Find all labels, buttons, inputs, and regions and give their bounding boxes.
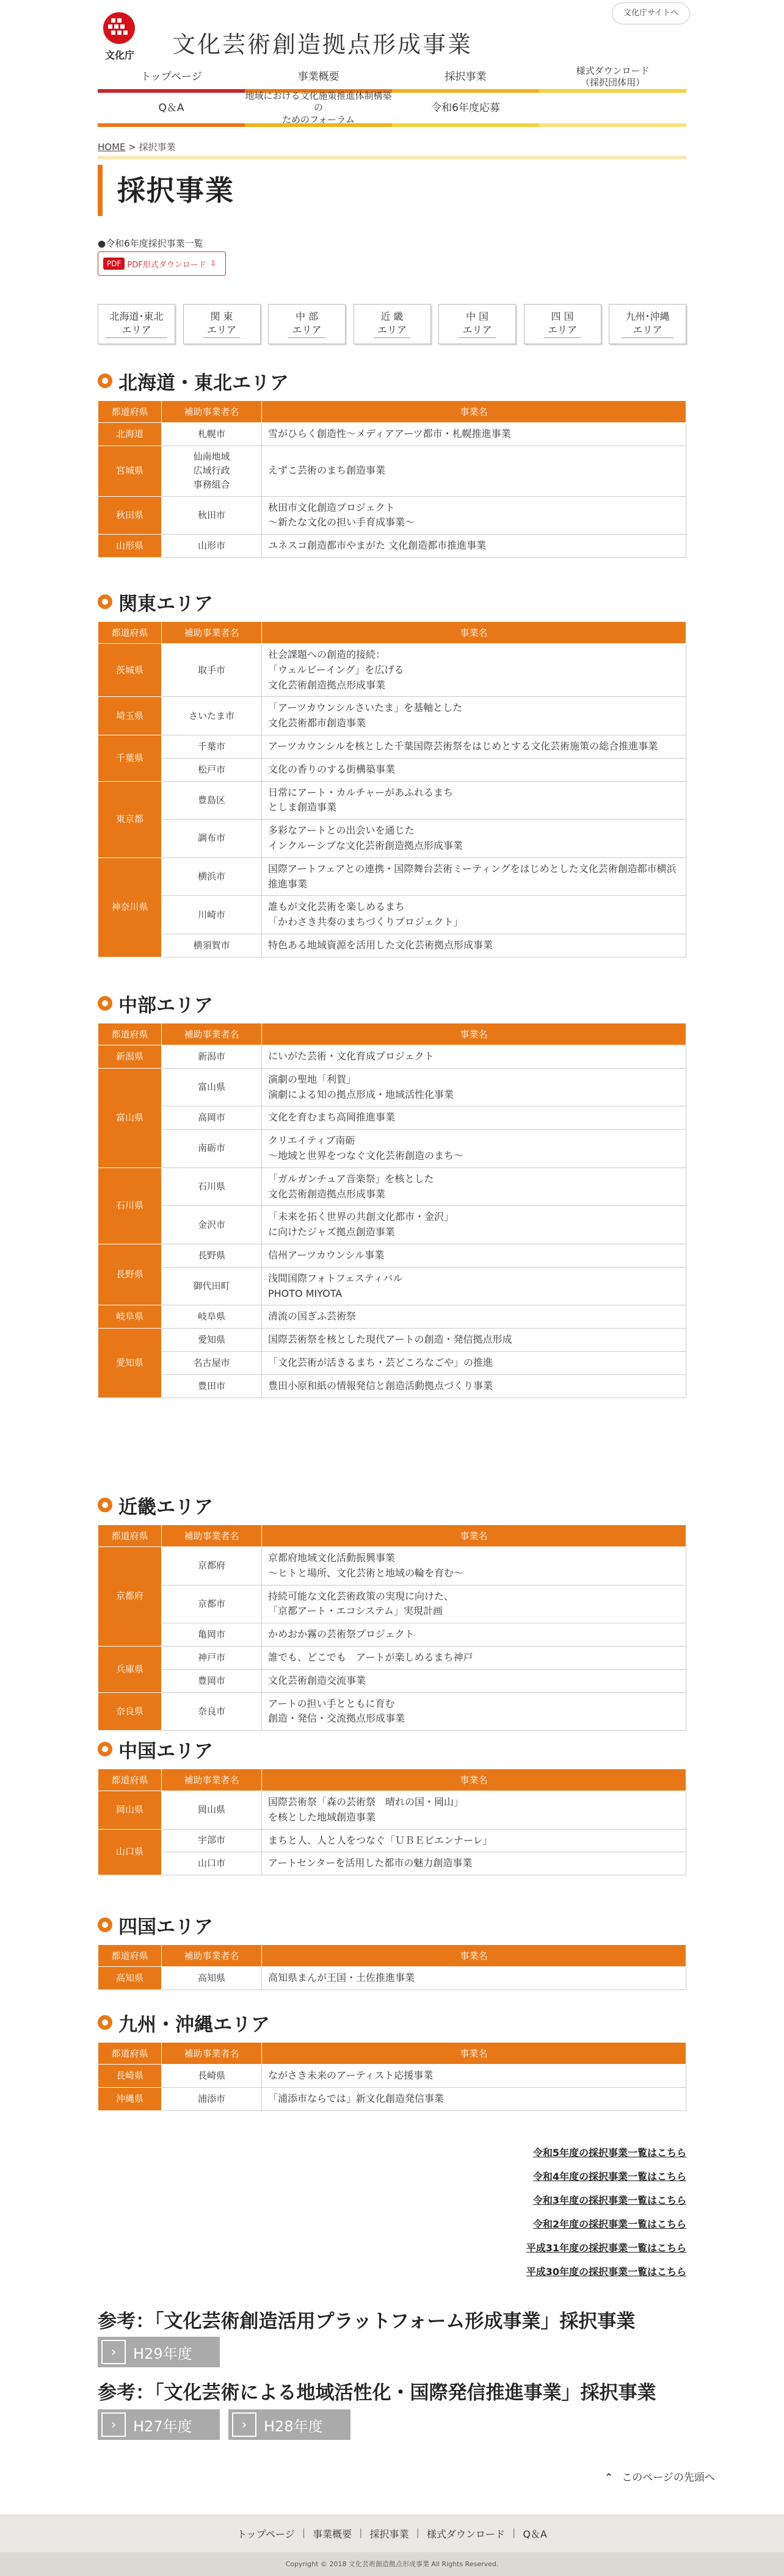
body-cell: 奈良市 [162,1692,262,1731]
area-button-2[interactable] [268,304,346,344]
footer-link[interactable]: 様式ダウンロード [426,2528,505,2540]
project-cell: 文化の香りのする街構築事業 [262,758,686,781]
body-cell: 富山県 [162,1068,262,1106]
prefecture-cell: 神奈川県 [98,857,162,957]
table-row [98,446,686,496]
bunkacho-logo[interactable] [98,11,140,60]
table-row [98,1829,686,1852]
project-cell: 国際芸術祭を核とした現代アートの創造・発信拠点形成 [262,1329,686,1352]
prefecture-cell: 北海道 [98,423,162,446]
year-button[interactable] [98,2409,220,2440]
table-row [98,820,686,858]
ref1-buttons [98,2337,220,2367]
table-header-row [98,401,686,423]
past-year-link[interactable]: 令和5年度の採択事業一覧はこちら [532,2147,686,2159]
project-cell: 信州アーツカウンシル事業 [262,1244,686,1267]
table-row [98,1305,686,1329]
breadcrumb [98,140,176,153]
circle-bullet-icon [98,1742,112,1756]
project-cell: えずこ芸術のまち創造事業 [262,446,686,496]
area-section-3 [98,1490,686,1731]
project-cell: 「アーツカウンシルさいたま」を基軸とした 文化芸術都市創造事業 [262,697,686,735]
area-button-label [288,310,325,338]
prefecture-cell: 兵庫県 [98,1646,162,1692]
area-name: 関 東 [210,310,233,322]
project-cell: クリエイティブ南砺 〜地域と世界をつなぐ文化芸術創造のまち〜 [262,1130,686,1168]
body-cell: 神戸市 [162,1646,262,1669]
area-nav [98,304,686,344]
download-label: ●令和6年度採択事業一覧 [98,238,203,249]
table-row [98,934,686,957]
page-top-link[interactable] [604,2469,715,2484]
table-row [98,1791,686,1830]
body-cell: 仙南地域 広域行政 事務組合 [162,446,262,496]
prefecture-cell: 東京都 [98,781,162,857]
prefecture-cell: 岐阜県 [98,1305,162,1329]
table-row [98,1167,686,1206]
header-project: 事業名 [262,1023,686,1045]
table-header-row [98,1945,686,1967]
project-cell: まちと人、人と人をつなぐ「ＵＢＥビエンナーレ」 [262,1829,686,1852]
prefecture-cell: 京都府 [98,1547,162,1647]
body-cell: 千葉市 [162,735,262,758]
project-cell: 「ガルガンチュア音楽祭」を核とした 文化芸術創造拠点形成事業 [262,1167,686,1206]
project-cell: 国際アートフェアとの連携・国際舞台芸術ミーティングをはじめとした文化芸術創造都市横浜推進事業 [262,857,686,896]
download-icon: ⇩ [209,259,217,269]
body-cell: 名古屋市 [162,1351,262,1374]
table-row [98,1692,686,1731]
table-row [98,896,686,934]
section-title-text: 中部エリア [118,994,213,1017]
area-suffix: エリア [377,323,407,336]
body-cell: 横須賀市 [162,934,262,957]
project-cell: ながさき未来のアーティスト応援事業 [262,2065,686,2088]
header-body: 補助事業者名 [162,622,262,644]
prefecture-cell: 奈良県 [98,1692,162,1731]
table-row [98,2087,686,2110]
body-cell: 高知県 [162,1967,262,1990]
section-title [98,366,686,395]
project-cell: 特色ある地域資源を活用した文化芸術拠点形成事業 [262,934,686,957]
footer-link[interactable]: 採択事業 [369,2528,409,2540]
page-title: 採択事業 [98,165,234,216]
project-cell: 「浦添市ならでは」新文化創造発信事業 [262,2087,686,2110]
past-year-link[interactable]: 令和3年度の採択事業一覧はこちら [532,2195,686,2206]
table-header-row [98,1023,686,1045]
year-button-label: H27年度 [133,2417,192,2435]
body-cell: 山形市 [162,535,262,558]
table-row [98,1206,686,1244]
body-cell: 新潟市 [162,1045,262,1069]
prefecture-cell: 愛知県 [98,1329,162,1398]
area-name: 九州･沖縄 [625,310,670,322]
table-header-row [98,1525,686,1547]
body-cell: 豊岡市 [162,1669,262,1692]
body-cell: 調布市 [162,820,262,858]
area-button-4[interactable] [438,304,516,344]
pdf-icon: PDF [103,258,125,270]
site-footer [0,2514,784,2576]
prefecture-cell: 山形県 [98,535,162,558]
breadcrumb-home[interactable]: HOME [98,142,126,153]
nav-qa[interactable]: Q＆A [98,93,245,127]
prefecture-cell: 秋田県 [98,496,162,535]
project-cell: 秋田市文化創造プロジェクト 〜新たな文化の担い手育成事業〜 [262,496,686,535]
area-button-3[interactable] [354,304,431,344]
header-body: 補助事業者名 [162,1525,262,1547]
section-title [98,587,686,616]
ref1-title: 参考：「文化芸術創造活用プラットフォーム形成事業」採択事業 [98,2311,636,2332]
area-button-label [203,310,240,338]
table-row [98,1068,686,1106]
header-project: 事業名 [262,1525,686,1547]
table-row [98,1267,686,1305]
table-row [98,1045,686,1069]
selection-table [98,621,686,958]
past-year-link[interactable]: 令和4年度の採択事業一覧はこちら [532,2171,686,2182]
section-title-text: 中国エリア [118,1740,213,1762]
ref2-title: 参考：「文化芸術による地域活性化・国際発信推進事業」採択事業 [98,2382,656,2404]
body-cell: 岐阜県 [162,1305,262,1329]
body-cell: 川崎市 [162,896,262,934]
body-cell: 亀岡市 [162,1623,262,1647]
table-row [98,1351,686,1374]
table-row [98,758,686,781]
table-row [98,423,686,446]
project-cell: 誰でも、どこでも アートが楽しめるまち神戸 [262,1646,686,1669]
table-row [98,535,686,558]
footer-nav [0,2514,784,2541]
footer-separator: | [512,2527,516,2538]
table-header-row [98,622,686,644]
prefecture-cell: 山口県 [98,1829,162,1875]
logo-text: 文化庁 [104,49,134,61]
body-cell: 京都府 [162,1547,262,1586]
body-cell: 長崎県 [162,2065,262,2088]
section-title [98,1910,686,1939]
area-button-6[interactable] [609,304,686,344]
area-section-0 [98,366,686,558]
nav-top[interactable]: トップページ [98,65,245,93]
project-cell: 演劇の聖地「利賀」 演劇による知の拠点形成・地域活性化事業 [262,1068,686,1106]
area-name: 近 畿 [380,310,404,322]
pdf-download-button[interactable] [98,251,226,276]
selection-table [98,1769,686,1875]
body-cell: 浦添市 [162,2087,262,2110]
area-button-label [544,310,581,338]
body-cell: 秋田市 [162,496,262,535]
footer-separator: | [416,2527,419,2538]
area-name: 中 部 [295,310,319,322]
body-cell: 宇部市 [162,1829,262,1852]
prefecture-cell: 石川県 [98,1167,162,1244]
section-title-text: 近畿エリア [118,1496,213,1518]
section-title-text: 九州・沖縄エリア [118,2013,270,2036]
pdf-download-text: PDF形式ダウンロード [127,260,206,270]
selection-table [98,1023,686,1398]
prefecture-cell: 茨城県 [98,644,162,697]
project-cell: 社会課題への創造的接続： 「ウェルビーイング」を広げる 文化芸術創造拠点形成事業 [262,644,686,697]
project-cell: 豊田小原和紙の情報発信と創造活動拠点づくり事業 [262,1374,686,1398]
project-cell: アートの担い手とともに育む 創造・発信・交流拠点形成事業 [262,1692,686,1731]
selection-table [98,2042,686,2111]
section-title [98,1734,686,1764]
footer-link[interactable]: Q＆A [523,2528,547,2540]
header-pref: 都道府県 [98,401,162,423]
header-pref: 都道府県 [98,1945,162,1967]
table-row [98,697,686,735]
body-cell: 長野県 [162,1244,262,1267]
area-suffix: エリア [122,323,151,336]
header-body: 補助事業者名 [162,1769,262,1791]
past-year-link[interactable]: 平成30年度の採択事業一覧はこちら [526,2266,686,2278]
prefecture-cell: 埼玉県 [98,697,162,735]
year-button[interactable] [228,2409,350,2440]
header-body: 補助事業者名 [162,1945,262,1967]
circle-bullet-icon [98,996,112,1011]
table-row [98,1374,686,1398]
selection-table [98,1524,686,1731]
area-suffix: エリア [633,323,662,336]
year-button[interactable] [98,2337,220,2367]
breadcrumb-current: 採択事業 [139,142,176,153]
past-year-link[interactable]: 令和2年度の採択事業一覧はこちら [532,2218,686,2230]
section-title-text: 北海道・東北エリア [118,372,289,394]
footer-link[interactable]: トップページ [237,2528,295,2540]
table-row [98,1669,686,1692]
project-cell: 持続可能な文化芸術政策の実現に向けた、 「京都アート・エコシステム」実現計画 [262,1585,686,1623]
area-name: 中 国 [465,310,489,322]
table-row [98,2065,686,2088]
breadcrumb-divider [98,156,686,159]
table-row [98,1967,686,1990]
project-cell: 浅間国際フォトフェスティバル PHOTO MIYOTA [262,1267,686,1305]
table-row [98,781,686,820]
past-links [526,2141,686,2284]
year-button-label: H28年度 [264,2417,323,2435]
circle-bullet-icon [98,1918,112,1932]
prefecture-cell: 宮城県 [98,446,162,496]
table-header-row [98,2043,686,2065]
table-row [98,1646,686,1669]
body-cell: 横浜市 [162,857,262,896]
area-button-label [106,310,167,338]
header-project: 事業名 [262,401,686,423]
project-cell: 文化を育むまち高岡推進事業 [262,1106,686,1130]
area-name: 四 国 [551,310,574,322]
circle-bullet-icon [98,373,112,388]
body-cell: 松戸市 [162,758,262,781]
area-section-1 [98,587,686,958]
selection-table [98,1944,686,1990]
body-cell: 豊田市 [162,1374,262,1398]
header-body: 補助事業者名 [162,2043,262,2065]
copyright: Copyright © 2018 文化芸術創造拠点形成事業 All Rights Reserved. [0,2552,784,2576]
area-suffix: エリア [206,323,236,336]
table-row [98,1130,686,1168]
breadcrumb-sep: > [125,142,139,153]
header-pref: 都道府県 [98,1525,162,1547]
area-suffix: エリア [292,323,322,336]
area-button-label [622,310,673,338]
nav-empty [539,93,686,127]
project-cell: 文化芸術創造交流事業 [262,1669,686,1692]
project-cell: 雪がひらく創造性〜メディアアーツ都市・札幌推進事業 [262,423,686,446]
prefecture-cell: 高知県 [98,1967,162,1990]
prefecture-cell: 長野県 [98,1244,162,1305]
header-project: 事業名 [262,622,686,644]
circle-bullet-icon [98,1498,112,1512]
body-cell: 岡山県 [162,1791,262,1830]
external-site-link[interactable]: 文化庁サイトへ [612,2,690,24]
table-row [98,1585,686,1623]
area-name: 北海道･東北 [109,310,164,322]
project-cell: 誰もが文化芸術を楽しめるまち 「かわさき共奏のまちづくりプロジェクト」 [262,896,686,934]
nav-forum[interactable]: 地域における文化施策推進体制構築の ためのフォーラム [245,93,392,127]
nav-selected[interactable]: 採択事業 [392,65,539,93]
header-pref: 都道府県 [98,622,162,644]
area-button-label [374,310,410,338]
table-row [98,1852,686,1875]
chevron-right-icon: › [101,2412,126,2437]
past-year-link[interactable]: 平成31年度の採択事業一覧はこちら [526,2242,686,2254]
table-row [98,1329,686,1352]
nav-overview[interactable]: 事業概要 [245,65,392,93]
chevron-right-icon: › [232,2412,256,2437]
header-pref: 都道府県 [98,2043,162,2065]
project-cell: かめおか霧の芸術祭プロジェクト [262,1623,686,1647]
section-title-text: 四国エリア [118,1916,213,1938]
body-cell: 高岡市 [162,1106,262,1130]
area-section-2 [98,989,686,1398]
project-cell: にいがた芸術・文化育成プロジェクト [262,1045,686,1069]
header-pref: 都道府県 [98,1023,162,1045]
circle-bullet-icon [98,594,112,609]
table-row [98,735,686,758]
table-row [98,1547,686,1586]
chevron-right-icon: › [101,2340,126,2364]
section-title [98,989,686,1018]
body-cell: さいたま市 [162,697,262,735]
project-cell: 高知県まんが王国・土佐推進事業 [262,1967,686,1990]
project-cell: 京都府地域文化活動振興事業 〜ヒトと場所、文化芸術と地域の輪を育む〜 [262,1547,686,1586]
area-button-0[interactable] [98,304,175,344]
header-project: 事業名 [262,1945,686,1967]
prefecture-cell: 富山県 [98,1068,162,1167]
header-body: 補助事業者名 [162,401,262,423]
prefecture-cell: 長崎県 [98,2065,162,2088]
project-cell: 清流の国ぎふ芸術祭 [262,1305,686,1329]
nav-apply[interactable]: 令和6年度応募 [392,93,539,127]
site-title[interactable]: 文化芸術創造拠点形成事業 [172,31,473,58]
body-cell: 御代田町 [162,1267,262,1305]
footer-separator: | [359,2527,363,2538]
table-row [98,496,686,535]
chevron-up-icon: ⌃ [604,2472,614,2484]
project-cell: アートセンターを活用した都市の魅力創造事業 [262,1852,686,1875]
area-suffix: エリア [462,323,492,336]
area-button-5[interactable] [524,304,601,344]
header-body: 補助事業者名 [162,1023,262,1045]
body-cell: 南砺市 [162,1130,262,1168]
footer-link[interactable]: 事業概要 [313,2528,352,2540]
body-cell: 石川県 [162,1167,262,1206]
project-cell: 「未来を拓く世界の共創文化都市・金沢」 に向けたジャズ拠点創造事業 [262,1206,686,1244]
section-title [98,2008,686,2037]
area-button-label [459,310,495,338]
prefecture-cell: 岡山県 [98,1791,162,1830]
area-button-1[interactable] [183,304,261,344]
header-project: 事業名 [262,1769,686,1791]
table-row [98,1106,686,1130]
project-cell: 多彩なアートとの出会いを通じた インクルーシブな文化芸術創造拠点形成事業 [262,820,686,858]
table-row [98,857,686,896]
footer-separator: | [302,2527,306,2538]
project-cell: 国際芸術祭「森の芸術祭 晴れの国・岡山」 を核とした地域創造事業 [262,1791,686,1830]
body-cell: 札幌市 [162,423,262,446]
global-nav [98,65,686,127]
prefecture-cell: 新潟県 [98,1045,162,1069]
header-pref: 都道府県 [98,1769,162,1791]
project-cell: アーツカウンシルを核とした千葉国際芸術祭をはじめとする文化芸術施策の総合推進事業 [262,735,686,758]
nav-download[interactable]: 様式ダウンロード （採択団体用） [539,65,686,93]
area-section-4 [98,1734,686,1875]
section-title [98,1490,686,1520]
year-button-label: H29年度 [133,2345,192,2362]
page-top-text: このページの先頭へ [622,2472,715,2484]
body-cell: 山口市 [162,1852,262,1875]
area-section-6 [98,2008,686,2111]
header-project: 事業名 [262,2043,686,2065]
table-row [98,1244,686,1267]
project-cell: 「文化芸術が活きるまち・芸どころなごや」の推進 [262,1351,686,1374]
project-cell: ユネスコ創造都市やまがた 文化創造都市推進事業 [262,535,686,558]
body-cell: 京都市 [162,1585,262,1623]
area-section-5 [98,1910,686,1990]
table-row [98,1623,686,1647]
area-suffix: エリア [547,323,577,336]
prefecture-cell: 沖縄県 [98,2087,162,2110]
ref2-buttons [98,2409,350,2440]
body-cell: 金沢市 [162,1206,262,1244]
body-cell: 愛知県 [162,1329,262,1352]
section-title-text: 関東エリア [118,593,213,615]
table-header-row [98,1769,686,1791]
body-cell: 取手市 [162,644,262,697]
body-cell: 豊島区 [162,781,262,820]
selection-table [98,400,686,558]
table-row [98,644,686,697]
site-header [0,0,784,73]
circle-bullet-icon [98,2015,112,2030]
project-cell: 日常にアート・カルチャーがあふれるまち としま創造事業 [262,781,686,820]
prefecture-cell: 千葉県 [98,735,162,781]
